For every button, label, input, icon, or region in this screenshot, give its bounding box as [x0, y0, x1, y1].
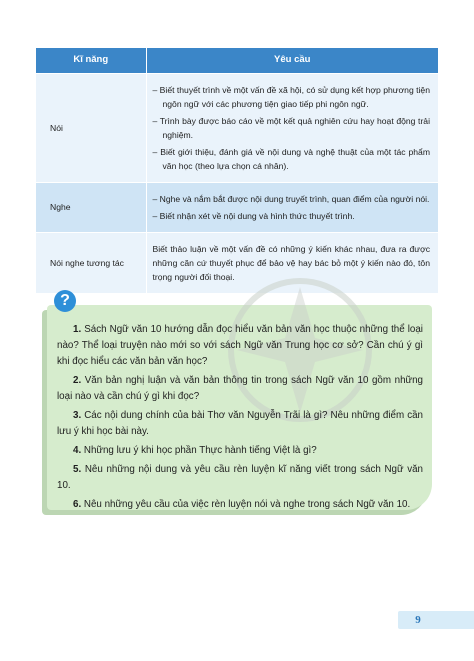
requirement-item: – Biết nhận xét về nội dung và hình thức thuyết trình. [152, 210, 355, 221]
skill-cell: Nói nghe tương tác [36, 232, 146, 293]
question-item [57, 408, 423, 440]
question-icon: ? [54, 290, 76, 312]
question-number: 1. [73, 324, 82, 335]
skills-table [36, 48, 438, 293]
requirement-item: – Biết thuyết trình về một vấn đề xã hội, có sử dụng kết hợp phương tiện ngôn ngữ với các phương tiện giao tiếp phi ngôn ngữ. [152, 84, 430, 109]
skill-cell: Nói [36, 73, 146, 182]
page-number: 9 [398, 611, 438, 629]
question-number: 3. [73, 410, 82, 421]
table-row-listening [36, 182, 438, 232]
question-number: 5. [73, 464, 82, 475]
table-row-interactive [36, 232, 438, 293]
requirement-cell [146, 73, 438, 182]
requirement-item: – Trình bày được báo cáo về một kết quả nghiên cứu hay hoạt động trải nghiệm. [152, 115, 430, 140]
question-item [57, 373, 423, 405]
header-requirement: Yêu cầu [146, 48, 438, 73]
question-number: 4. [73, 445, 82, 456]
question-text: Các nội dung chính của bài Thơ văn Nguyễn Trãi là gì? Nêu những điểm cần lưu ý khi học bài này. [57, 410, 423, 437]
question-number: 6. [73, 499, 82, 510]
requirement-item: – Biết giới thiệu, đánh giá về nội dung và nghệ thuật của một tác phẩm văn học (theo lựa chọn cá nhân). [152, 146, 430, 171]
question-item [57, 497, 423, 513]
question-item [57, 443, 423, 459]
requirement-item: – Nghe và nắm bắt được nội dung truyết trình, quan điểm của người nói. [152, 193, 430, 204]
questions-list [57, 322, 423, 516]
question-text: Những lưu ý khi học phần Thực hành tiếng Việt là gì? [83, 445, 317, 456]
question-text: Nêu những yêu cầu của việc rèn luyện nói và nghe trong sách Ngữ văn 10. [83, 499, 411, 510]
header-skill: Kĩ năng [36, 48, 146, 73]
table-row-speaking [36, 73, 438, 182]
question-number: 2. [73, 375, 82, 386]
skill-cell: Nghe [36, 182, 146, 232]
page-number-strip [438, 611, 474, 629]
question-item [57, 322, 423, 370]
question-item [57, 462, 423, 494]
requirement-cell [146, 182, 438, 232]
question-text: Nêu những nội dung và yêu cầu rèn luyện kĩ năng viết trong sách Ngữ văn 10. [57, 464, 423, 491]
requirement-item: Biết thảo luận về một vấn đề có những ý kiến khác nhau, đưa ra được những căn cứ thuyết phục để bảo vệ hay bác bỏ một ý kiến nào đó, tôn trọng người đối thoại. [152, 243, 430, 282]
question-text: Văn bản nghị luận và văn bản thông tin trong sách Ngữ văn 10 gồm những loại nào và cần chú ý gì khi đọc? [57, 375, 423, 402]
table-header-row [36, 48, 438, 73]
requirement-cell [146, 232, 438, 293]
question-text: Sách Ngữ văn 10 hướng dẫn đọc hiểu văn bản văn học thuộc những thể loại nào? Thể loại truyện nào mới so với sách Ngữ văn Trung học cơ sở? Cần chú ý gì khi đọc hiểu các văn bản văn học? [57, 324, 423, 367]
